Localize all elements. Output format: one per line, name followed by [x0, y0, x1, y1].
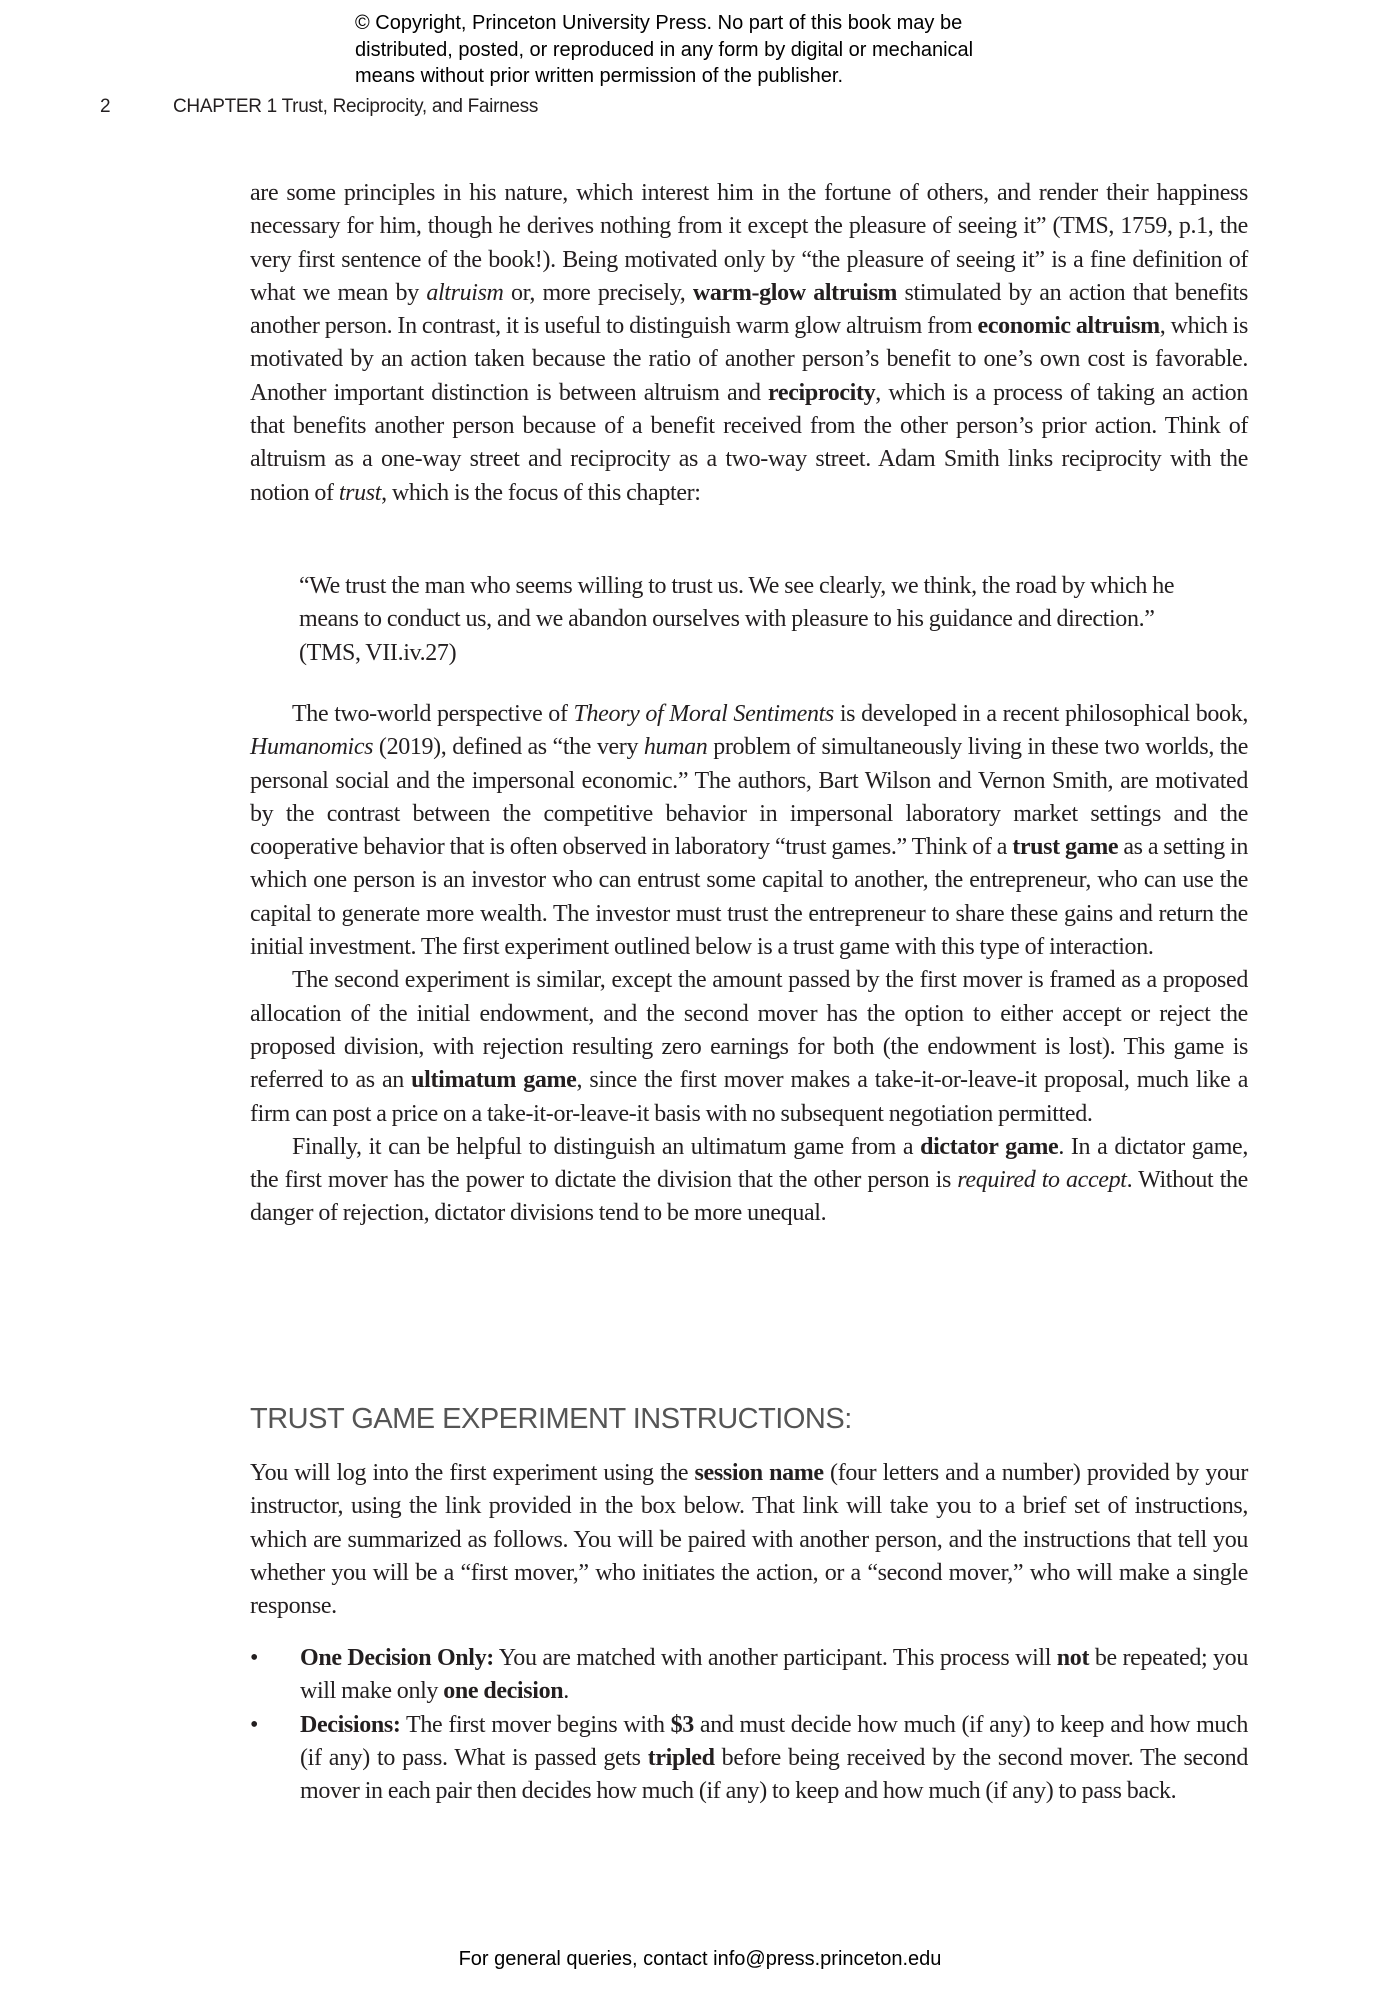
- page-number: 2: [100, 96, 111, 117]
- running-head-title: CHAPTER 1 Trust, Reciprocity, and Fairness: [173, 96, 539, 117]
- copyright-line: distributed, posted, or reproduced in any form by digital or mechanical: [355, 38, 974, 61]
- text-segment: , which is a process of taking an action that benefits another person because of a benefit received from the other person’s prior action. Think of altruism as a one-way street and reciprocity as a two-way street. Adam Smith links reciprocity with the notion of: [250, 379, 1248, 506]
- bullet-icon: •: [250, 1645, 259, 1671]
- bold-term: trust game: [1012, 834, 1119, 861]
- copyright-notice: [355, 10, 973, 90]
- text-segment: , which is motivated by an action taken because the ratio of another person’s benefit to one’s own cost is favorable. Another important distinction is between altruism and: [250, 313, 1248, 406]
- text-segment: and must decide how much (if any) to keep and how much (if any) to pass. What is passed gets: [300, 1711, 1248, 1771]
- bullet-list: [250, 1642, 1248, 1808]
- text-segment: is developed in a recent philosophical book,: [833, 701, 1248, 727]
- text-segment: Finally, it can be helpful to distinguish an ultimatum game from a: [292, 1133, 921, 1160]
- bold-term: economic altruism: [977, 313, 1160, 340]
- italic-text: trust: [338, 479, 382, 506]
- text-segment: as a setting in which one person is an investor who can entrust some capital to another, the entrepreneur, who can use the capital to generate more wealth. The investor must trust the entrepreneur to share these gains and return the initial investment. The first experiment outlined below is a trust game with this type of interaction.: [250, 834, 1248, 961]
- bold-term: session name: [694, 1460, 824, 1486]
- italic-text: Humanomics: [250, 734, 374, 761]
- text-segment: (2019), defined as “the very: [373, 734, 644, 761]
- text-segment: before being received by the second mover. The second mover in each pair then decides how much (if any) to keep and how much (if any) to pass back.: [300, 1744, 1248, 1805]
- text-segment: “We trust the man who seems willing to trust us. We see clearly, we think, the road by which he means to conduct us, and we abandon ourselves with pleasure to his guidance and direction.” (TMS, VII.iv.27): [299, 573, 1175, 666]
- bold-term: dictator game: [920, 1133, 1059, 1160]
- bold-term: ultimatum game: [411, 1067, 577, 1094]
- text-segment: .: [563, 1678, 569, 1705]
- bold-term: one decision: [443, 1678, 564, 1705]
- paragraph-intro: [250, 177, 1248, 510]
- bold-term: reciprocity: [768, 379, 876, 406]
- text-segment: or, more precisely,: [503, 279, 693, 306]
- text-segment: The two-world perspective of: [292, 701, 574, 727]
- text-segment: You will log into the first experiment using the: [250, 1460, 695, 1486]
- block-quote: [299, 570, 1197, 670]
- bold-term: $3: [670, 1711, 694, 1738]
- text-segment: stimulated by an action that benefits another person. In contrast, it is useful to distinguish warm glow altruism from: [250, 279, 1248, 340]
- text-segment: are some principles in his nature, which interest him in the fortune of others, and render their happiness necessary for him, though he derives nothing from it except the pleasure of seeing it” (TMS, 1759, p.1, the very first sentence of the book!). Being motivated only by “the pleasure of seeing it” is a fine definition of what we mean by: [250, 180, 1248, 306]
- footer-contact: For general queries, contact info@press.princeton.edu: [458, 1948, 942, 1970]
- list-item: [250, 1642, 1248, 1709]
- paragraph-instructions: [250, 1457, 1248, 1623]
- italic-text: human: [643, 734, 708, 761]
- bold-term: not: [1056, 1645, 1090, 1671]
- italic-text: altruism: [426, 279, 504, 306]
- bullet-icon: •: [250, 1711, 259, 1738]
- text-segment: The first mover begins with: [400, 1711, 671, 1738]
- text-segment: . In a dictator game, the first mover has the power to dictate the division that the other person is: [250, 1133, 1248, 1194]
- italic-text: required to accept: [957, 1167, 1127, 1194]
- text-segment: be repeated; you will make only: [300, 1645, 1248, 1705]
- bold-term: Decisions:: [300, 1711, 401, 1738]
- text-segment: The second experiment is similar, except the amount passed by the first mover is framed as a proposed allocation of the initial endowment, and the second mover has the option to either accept or reject the proposed division, with rejection resulting zero earnings for both (the endowment is lost). This game is referred to as an: [250, 967, 1248, 1094]
- text-segment: You are matched with another participant. This process will: [493, 1645, 1057, 1671]
- copyright-line: means without prior written permission of the publisher.: [355, 65, 844, 87]
- bold-term: warm-glow altruism: [692, 279, 898, 306]
- text-segment: , which is the focus of this chapter:: [381, 479, 701, 506]
- copyright-line: © Copyright, Princeton University Press. No part of this book may be: [355, 12, 963, 34]
- paragraph-humanomics: [250, 698, 1248, 1231]
- text-segment: , since the first mover makes a take-it-or-leave-it proposal, much like a firm can post a price on a take-it-or-leave-it basis with no subsequent negotiation permitted.: [250, 1067, 1248, 1127]
- text-segment: . Without the danger of rejection, dictator divisions tend to be more unequal.: [250, 1167, 1248, 1227]
- italic-text: Theory of Moral Sentiments: [573, 701, 834, 727]
- list-item: [250, 1709, 1248, 1809]
- bold-term: tripled: [647, 1744, 715, 1771]
- section-heading: TRUST GAME EXPERIMENT INSTRUCTIONS:: [250, 1403, 852, 1435]
- text-segment: problem of simultaneously living in these two worlds, the personal social and the impersonal economic.” The authors, Bart Wilson and Vernon Smith, are motivated by the contrast between the competitive behavior in impersonal laboratory market settings and the cooperative behavior that is often observed in laboratory “trust games.” Think of a: [250, 734, 1248, 861]
- text-segment: (four letters and a number) provided by your instructor, using the link provided in the box below. That link will take you to a brief set of instructions, which are summarized as follows. You will be paired with another person, and the instructions that tell you whether you will be a “first mover,” who initiates the action, or a “second mover,” who will make a single response.: [250, 1460, 1248, 1620]
- bold-term: One Decision Only:: [300, 1645, 494, 1671]
